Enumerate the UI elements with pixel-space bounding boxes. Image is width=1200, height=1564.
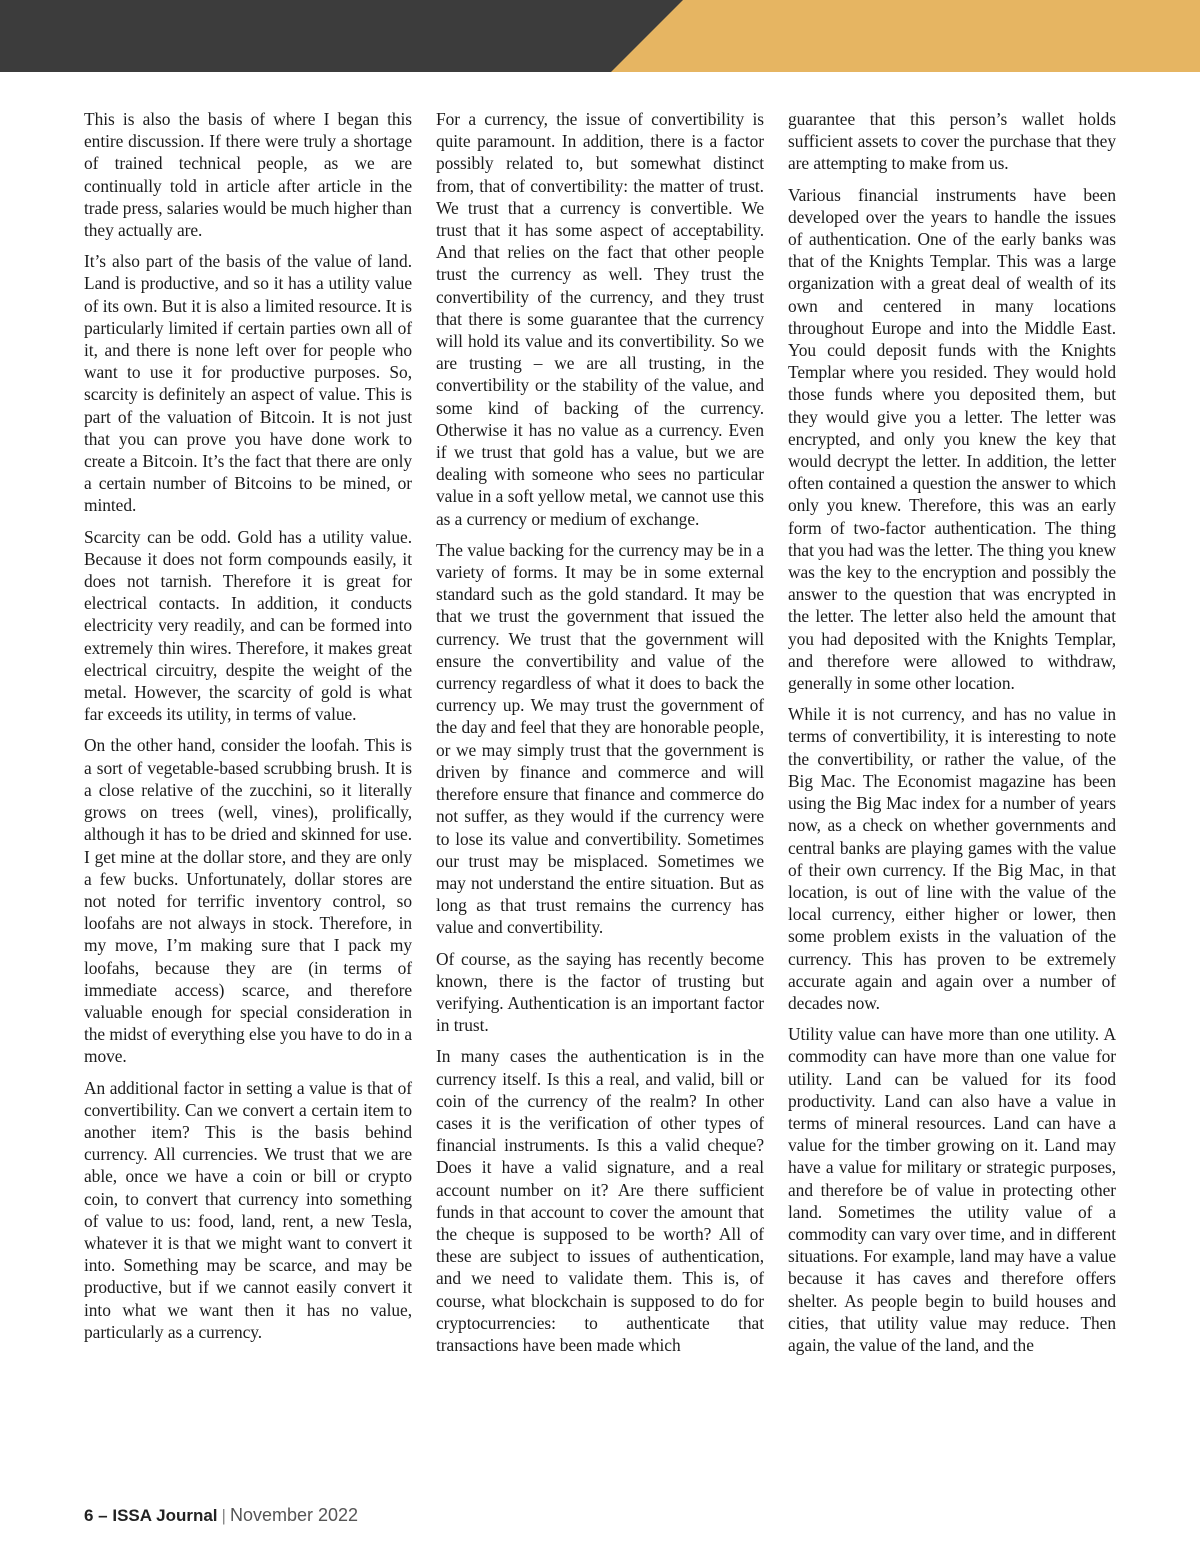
paragraph: On the other hand, consider the loofah. This is a sort of vegetable-based scrubbing brush. It is a close relative of the zucchini, so it literally grows on trees (well, vines), prolifically, although it has to be dried and skinned for use. I get mine at the dollar store, and they are only a few bucks. Unfortunately, dollar stores are not noted for terrific inventory control, so loofahs are not always in stock. Therefore, in my move, I’m making sure that I pack my loofahs, because they are (in terms of immediate access) scarce, and therefore valuable enough for special consideration in the midst of everything else you have to do in a move. [84,735,412,1067]
column-1 [84,108,412,1468]
issue-date: November 2022 [229,1505,359,1525]
paragraph: Of course, as the saying has recently become known, there is the factor of trusting but verifying. Authentication is an important factor in trust. [436,948,764,1036]
footer-separator: | [221,1506,226,1525]
page-footer [84,1505,358,1526]
paragraph: guarantee that this person’s wallet holds sufficient assets to cover the purchase that they are attempting to make from us. [788,109,1116,174]
paragraph: It’s also part of the basis of the value of land. Land is productive, and so it has a utility value of its own. But it is also a limited resource. It is particularly limited if certain parties own all of it, and there is none left over for people who want to use it for productive purposes. So, scarcity is definitely an aspect of value. This is part of the valuation of Bitcoin. It is not just that you can prove you have done work to create a Bitcoin. It’s the fact that there are only a certain number of Bitcoins to be mined, or minted. [84,251,412,516]
paragraph: This is also the basis of where I began this entire discussion. If there were truly a shortage of trained technical people, as we are continually told in article after article in the trade press, salaries would be much higher than they actually are. [84,109,412,241]
paragraph: The value backing for the currency may be in a variety of forms. It may be in some external standard such as the gold standard. It may be that we trust the government that issued the currency. We trust that the government will ensure the convertibility and value of the currency regardless of what it does to back the currency up. We may trust the government of the day and feel that they are honorable people, or we may simply trust that the government is driven by finance and commerce and will therefore ensure that finance and commerce do not suffer, as they would if the currency were to lose its value and convertibility. Sometimes our trust may be misplaced. Sometimes we may not understand the entire situation. But as long as that trust remains the currency has value and convertibility. [436,539,764,938]
paragraph: An additional factor in setting a value is that of convertibility. Can we convert a certain item to another item? This is the basis behind currency. All currencies. We trust that we are able, once we have a coin or bill or crypto coin, to convert that currency into something of value to us: food, land, rent, a new Tesla, whatever it is that we might want to convert it into. Something may be scarce, and may be productive, but if we cannot easily convert it into what we want then it has no value, particularly as a currency. [84,1077,412,1342]
paragraph: In many cases the authentication is in the currency itself. Is this a real, and valid, bill or coin of the currency of the realm? In other cases it is the verification of other types of financial instruments. Is this a valid cheque? Does it have a valid signature, and a real account number on it? Are there sufficient funds in that account to cover the amount that the cheque is supposed to be worth? All of these are subject to issues of authentication, and we need to validate them. This is, of course, what blockchain is supposed to do for cryptocurrencies: to authenticate that transactions have been made which [436,1046,764,1355]
column-2 [436,108,764,1468]
paragraph: Various financial instruments have been developed over the years to handle the issues of authentication. One of the early banks was that of the Knights Templar. This was a large organization with a great deal of wealth of its own and centered in many locations throughout Europe and into the Middle East. You could deposit funds with the Knights Templar where you resided. They would hold those funds where you deposited them, but they would give you a letter. The letter was encrypted, and only you knew the key that would decrypt the letter. In addition, the letter often contained a question the answer to which only you knew. Therefore, this was an early form of two-factor authentication. The thing that you had was the letter. The thing you knew was the key to the encryption and possibly the answer to the question that was encrypted in the letter. The letter also held the amount that you had deposited with the Knights Templar, and therefore were allowed to withdraw, generally in some other location. [788,184,1116,694]
paragraph: While it is not currency, and has no value in terms of convertibility, it is interesting to note the convertibility, or rather the value, of the Big Mac. The Economist magazine has been using the Big Mac index for a number of years now, as a check on whether governments and central banks are playing games with the value of their own currency. If the Big Mac, in that location, is out of line with the value of the local currency, either higher or lower, then some problem exists in the valuation of the currency. This has proven to be extremely accurate again and again over a number of decades now. [788,704,1116,1013]
page-folio: 6 – ISSA Journal [84,1506,218,1525]
paragraph: Scarcity can be odd. Gold has a utility value. Because it does not form compounds easily, it does not tarnish. Therefore it is great for electrical contacts. In addition, it conducts electricity very readily, and can be formed into extremely thin wires. Therefore, it makes great electrical circuitry, despite the weight of the metal. However, the scarcity of gold is what far exceeds its utility, in terms of value. [84,526,412,725]
column-3 [788,108,1116,1468]
header-band [0,0,1200,72]
article-body [84,108,1116,1468]
header-graphic [0,0,1200,72]
paragraph: Utility value can have more than one utility. A commodity can have more than one value for utility. Land can be valued for its food productivity. Land can also have a value in terms of mineral resources. Land can have a value for the timber growing on it. Land may have a value for military or strategic purposes, and therefore be of value in protecting other land. Sometimes the utility value of a commodity can vary over time, and in different situations. For example, land may have a value because it has caves and therefore offers shelter. As people begin to build houses and cities, that utility value may reduce. Then again, the value of the land, and the [788,1024,1116,1355]
paragraph: For a currency, the issue of convertibility is quite paramount. In addition, there is a factor possibly related to, but somewhat distinct from, that of convertibility: the matter of trust. We trust that a currency is convertible. We trust that it has some aspect of acceptability. And that relies on the fact that other people trust the currency as well. They trust the convertibility of the currency, and they trust that there is some guarantee that the currency will hold its value and its convertibility. So we are trusting – we are all trusting, in the convertibility or the stability of the value, and some kind of backing of the currency. Otherwise it has no value as a currency. Even if we trust that gold has a value, but we are dealing with someone who sees no particular value in a soft yellow metal, we cannot use this as a currency or medium of exchange. [436,109,764,529]
header-accent-band [611,0,1200,72]
